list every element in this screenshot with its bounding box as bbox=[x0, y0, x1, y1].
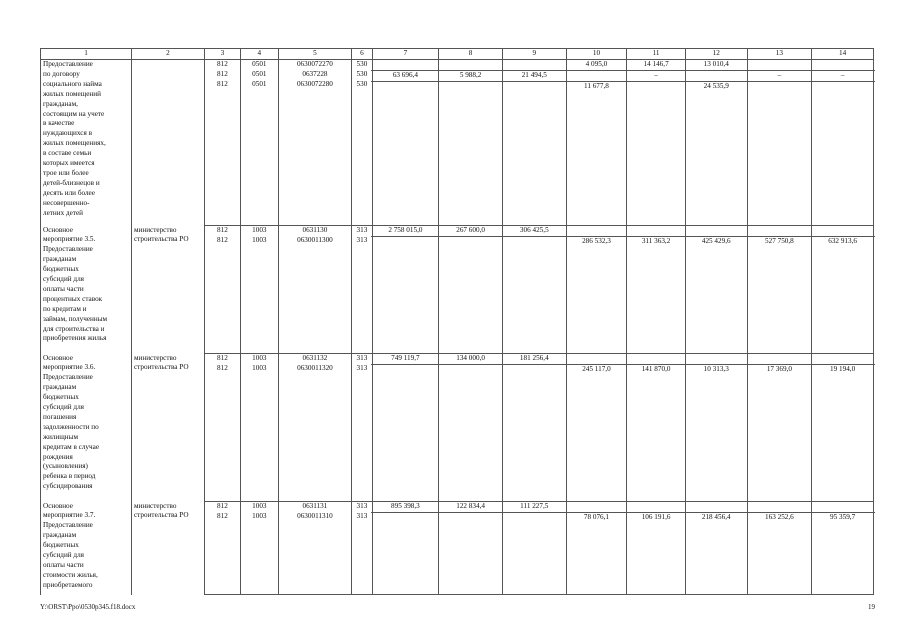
column-header: 8 bbox=[439, 49, 503, 60]
cell-value bbox=[748, 502, 812, 512]
cell-col-13 bbox=[747, 354, 812, 502]
cell-value bbox=[686, 502, 747, 512]
cell-value bbox=[503, 237, 566, 247]
cell-value: 1003 bbox=[252, 226, 267, 234]
cell-value: – bbox=[777, 70, 782, 79]
cell-value: 0637228 bbox=[302, 69, 328, 78]
cell-value: 812 bbox=[217, 79, 228, 88]
cell-value bbox=[503, 60, 566, 70]
cell-col-4 bbox=[241, 60, 278, 226]
cell-value: 895 398,3 bbox=[391, 502, 420, 510]
activity-name: Основное мероприятие 3.5. Предоставление гражданам бюджетных субсидий для оплаты части процентных ставок по кредитам и займам, полученным для строительства и приобретения жилья bbox=[41, 226, 132, 354]
column-header: 9 bbox=[502, 49, 566, 60]
cell-value: 1003 bbox=[252, 511, 267, 520]
cell-col-4 bbox=[241, 502, 278, 595]
cell-value: 14 146,7 bbox=[643, 60, 669, 68]
cell-col-7 bbox=[372, 60, 439, 226]
cell-col-14 bbox=[812, 502, 874, 595]
cell-value: 812 bbox=[217, 226, 228, 234]
cell-col-12 bbox=[685, 502, 747, 595]
cell-value bbox=[812, 354, 873, 364]
cell-col-6 bbox=[352, 502, 372, 595]
cell-value: 21 494,5 bbox=[521, 70, 547, 79]
cell-value: 530 bbox=[356, 69, 368, 78]
cell-value: 749 119,7 bbox=[391, 354, 420, 362]
cell-col-7 bbox=[372, 502, 439, 595]
cell-col-3 bbox=[204, 502, 240, 595]
cell-value: 0631130 bbox=[302, 226, 328, 234]
column-header: 14 bbox=[812, 49, 874, 60]
cell-value bbox=[748, 354, 812, 364]
executor-name: министерство строительства РО bbox=[131, 226, 204, 354]
column-header: 10 bbox=[566, 49, 627, 60]
cell-col-8 bbox=[439, 60, 503, 226]
cell-value: 1003 bbox=[252, 363, 267, 372]
cell-col-8 bbox=[439, 354, 503, 502]
cell-value: 106 191,6 bbox=[641, 512, 671, 521]
cell-col-10 bbox=[566, 60, 627, 226]
column-header: 11 bbox=[627, 49, 686, 60]
cell-value: 267 600,0 bbox=[456, 226, 485, 234]
cell-value bbox=[503, 365, 566, 375]
cell-value: 0630011320 bbox=[297, 363, 333, 372]
cell-value: 313 bbox=[356, 511, 368, 520]
cell-col-9 bbox=[502, 502, 566, 595]
cell-col-14 bbox=[812, 226, 874, 354]
cell-value bbox=[439, 82, 502, 92]
cell-value: 812 bbox=[217, 60, 228, 68]
cell-col-6 bbox=[352, 354, 372, 502]
cell-value: 5 988,2 bbox=[459, 70, 482, 79]
cell-value: 425 429,6 bbox=[701, 236, 731, 245]
cell-value: 141 870,0 bbox=[641, 364, 671, 373]
cell-value: 286 532,3 bbox=[582, 236, 611, 245]
cell-value bbox=[686, 71, 747, 81]
cell-value bbox=[748, 60, 812, 70]
cell-col-11 bbox=[627, 60, 686, 226]
column-header: 12 bbox=[685, 49, 747, 60]
cell-value bbox=[373, 513, 439, 523]
budget-table bbox=[40, 48, 874, 595]
cell-col-9 bbox=[502, 354, 566, 502]
column-header: 4 bbox=[241, 49, 278, 60]
cell-value bbox=[812, 60, 873, 70]
cell-value: 812 bbox=[217, 354, 228, 362]
cell-value: 0630072270 bbox=[296, 60, 333, 68]
column-header: 6 bbox=[352, 49, 372, 60]
cell-col-3 bbox=[204, 60, 240, 226]
cell-value: 19 194,0 bbox=[830, 364, 856, 373]
cell-value: 313 bbox=[356, 226, 368, 234]
cell-value: 245 117,0 bbox=[582, 364, 611, 373]
cell-value: 313 bbox=[356, 354, 368, 362]
cell-col-10 bbox=[566, 354, 627, 502]
cell-value: 812 bbox=[217, 363, 228, 372]
cell-value: 632 913,6 bbox=[828, 236, 857, 245]
cell-value: 0630011300 bbox=[297, 235, 333, 244]
cell-value: 1003 bbox=[252, 502, 267, 510]
cell-value bbox=[627, 354, 685, 364]
cell-col-3 bbox=[204, 226, 240, 354]
cell-value: 527 750,8 bbox=[765, 236, 794, 245]
cell-col-12 bbox=[685, 60, 747, 226]
cell-col-11 bbox=[627, 502, 686, 595]
column-header: 7 bbox=[372, 49, 439, 60]
activity-name: Предоставление по договору социального найма жилых помещений гражданам, состоящим на учете в качестве нуждающихся в жилых помещениях, в составе семьи которых имеется трое или более детей-близнецов и десять или более несовершенно- летних детей bbox=[41, 60, 132, 226]
cell-value bbox=[748, 82, 812, 92]
cell-col-13 bbox=[747, 502, 812, 595]
cell-col-6 bbox=[352, 60, 372, 226]
cell-value: 10 313,3 bbox=[703, 364, 729, 373]
cell-value bbox=[567, 71, 627, 81]
cell-value: 0501 bbox=[252, 60, 267, 68]
cell-value bbox=[812, 82, 873, 92]
activity-name: Основное мероприятие 3.7. Предоставление гражданам бюджетных субсидий для оплаты части стоимости жилья, приобретаемого bbox=[41, 502, 132, 595]
cell-value: 812 bbox=[217, 235, 228, 244]
activity-name: Основное мероприятие 3.6. Предоставление гражданам бюджетных субсидий для погашения задолженности по жилищным кредитам в случае рождения (усыновления) ребенка в период субсидирования bbox=[41, 354, 132, 502]
cell-value: – bbox=[654, 70, 658, 79]
table-row bbox=[41, 354, 874, 502]
column-header: 3 bbox=[204, 49, 240, 60]
cell-col-4 bbox=[241, 226, 278, 354]
cell-col-13 bbox=[747, 60, 812, 226]
cell-value bbox=[373, 60, 439, 70]
column-header: 2 bbox=[131, 49, 204, 60]
cell-col-11 bbox=[627, 354, 686, 502]
cell-col-3 bbox=[204, 354, 240, 502]
cell-value bbox=[439, 513, 502, 523]
cell-value: 313 bbox=[356, 502, 368, 510]
cell-value: 0501 bbox=[252, 79, 267, 88]
cell-col-9 bbox=[502, 226, 566, 354]
cell-value: – bbox=[840, 70, 845, 79]
cell-value bbox=[503, 513, 566, 523]
cell-value bbox=[373, 237, 439, 247]
cell-value: 134 000,0 bbox=[456, 354, 485, 362]
cell-value bbox=[627, 226, 685, 236]
cell-col-5 bbox=[278, 60, 352, 226]
cell-value: 812 bbox=[217, 511, 228, 520]
cell-value: 313 bbox=[356, 235, 368, 244]
executor-name bbox=[131, 60, 204, 226]
cell-value: 530 bbox=[356, 60, 368, 68]
cell-value: 306 425,5 bbox=[519, 226, 549, 234]
cell-value: 13 010,4 bbox=[703, 60, 729, 68]
cell-col-5 bbox=[278, 226, 352, 354]
cell-value: 63 696,4 bbox=[392, 70, 418, 79]
cell-value: 2 758 015,0 bbox=[388, 226, 423, 234]
cell-value: 311 363,2 bbox=[641, 236, 671, 245]
cell-value: 11 677,8 bbox=[584, 81, 609, 90]
column-header: 5 bbox=[278, 49, 352, 60]
column-header: 1 bbox=[41, 49, 132, 60]
cell-value: 0501 bbox=[252, 69, 267, 78]
cell-value bbox=[503, 82, 566, 92]
cell-value bbox=[567, 354, 627, 364]
cell-value bbox=[373, 365, 439, 375]
cell-value: 1003 bbox=[252, 354, 267, 362]
cell-col-10 bbox=[566, 502, 627, 595]
cell-value bbox=[439, 365, 502, 375]
cell-value: 4 095,0 bbox=[585, 60, 608, 68]
cell-value bbox=[567, 502, 627, 512]
footer-file-path: Y:\ORST\Ppo\0530p345.f18.docx bbox=[40, 603, 136, 611]
cell-value: 812 bbox=[217, 502, 228, 510]
cell-col-5 bbox=[278, 354, 352, 502]
cell-value: 218 456,4 bbox=[701, 512, 731, 521]
cell-value: 163 252,6 bbox=[765, 512, 794, 521]
cell-value: 181 256,4 bbox=[519, 354, 549, 362]
cell-col-11 bbox=[627, 226, 686, 354]
cell-value: 313 bbox=[356, 363, 368, 372]
header-row bbox=[41, 49, 874, 60]
cell-value bbox=[812, 226, 873, 236]
cell-value bbox=[748, 226, 812, 236]
cell-value: 122 834,4 bbox=[456, 502, 485, 510]
cell-value bbox=[686, 226, 747, 236]
cell-col-14 bbox=[812, 354, 874, 502]
cell-col-13 bbox=[747, 226, 812, 354]
column-header: 13 bbox=[747, 49, 812, 60]
cell-value: 0630011310 bbox=[297, 511, 333, 520]
cell-value bbox=[439, 237, 502, 247]
executor-name: министерство строительства РО bbox=[131, 502, 204, 595]
table-row bbox=[41, 60, 874, 226]
cell-col-5 bbox=[278, 502, 352, 595]
cell-col-4 bbox=[241, 354, 278, 502]
cell-col-12 bbox=[685, 354, 747, 502]
page-number: 19 bbox=[868, 603, 875, 611]
cell-value bbox=[567, 226, 627, 236]
cell-value: 0631132 bbox=[302, 354, 328, 362]
cell-value: 0630072280 bbox=[296, 79, 333, 88]
cell-col-8 bbox=[439, 502, 503, 595]
cell-col-7 bbox=[372, 354, 439, 502]
cell-col-12 bbox=[685, 226, 747, 354]
cell-value: 95 359,7 bbox=[830, 512, 856, 521]
cell-col-7 bbox=[372, 226, 439, 354]
cell-value: 812 bbox=[217, 69, 228, 78]
cell-value bbox=[627, 502, 685, 512]
executor-name: министерство строительства РО bbox=[131, 354, 204, 502]
cell-value: 530 bbox=[356, 79, 368, 88]
cell-value: 1003 bbox=[252, 235, 267, 244]
cell-value: 0631131 bbox=[302, 502, 328, 510]
cell-value bbox=[439, 60, 502, 70]
cell-col-10 bbox=[566, 226, 627, 354]
cell-value: 17 369,0 bbox=[766, 364, 792, 373]
cell-col-9 bbox=[502, 60, 566, 226]
table-row bbox=[41, 226, 874, 354]
cell-col-6 bbox=[352, 226, 372, 354]
cell-value bbox=[812, 502, 873, 512]
table-row bbox=[41, 502, 874, 595]
cell-col-8 bbox=[439, 226, 503, 354]
cell-value: 78 076,1 bbox=[583, 512, 610, 521]
cell-value: 24 535,9 bbox=[703, 81, 729, 90]
cell-value bbox=[686, 354, 747, 364]
cell-col-14 bbox=[812, 60, 874, 226]
cell-value bbox=[373, 82, 439, 92]
cell-value bbox=[627, 82, 685, 92]
cell-value: 111 227,5 bbox=[520, 502, 549, 510]
